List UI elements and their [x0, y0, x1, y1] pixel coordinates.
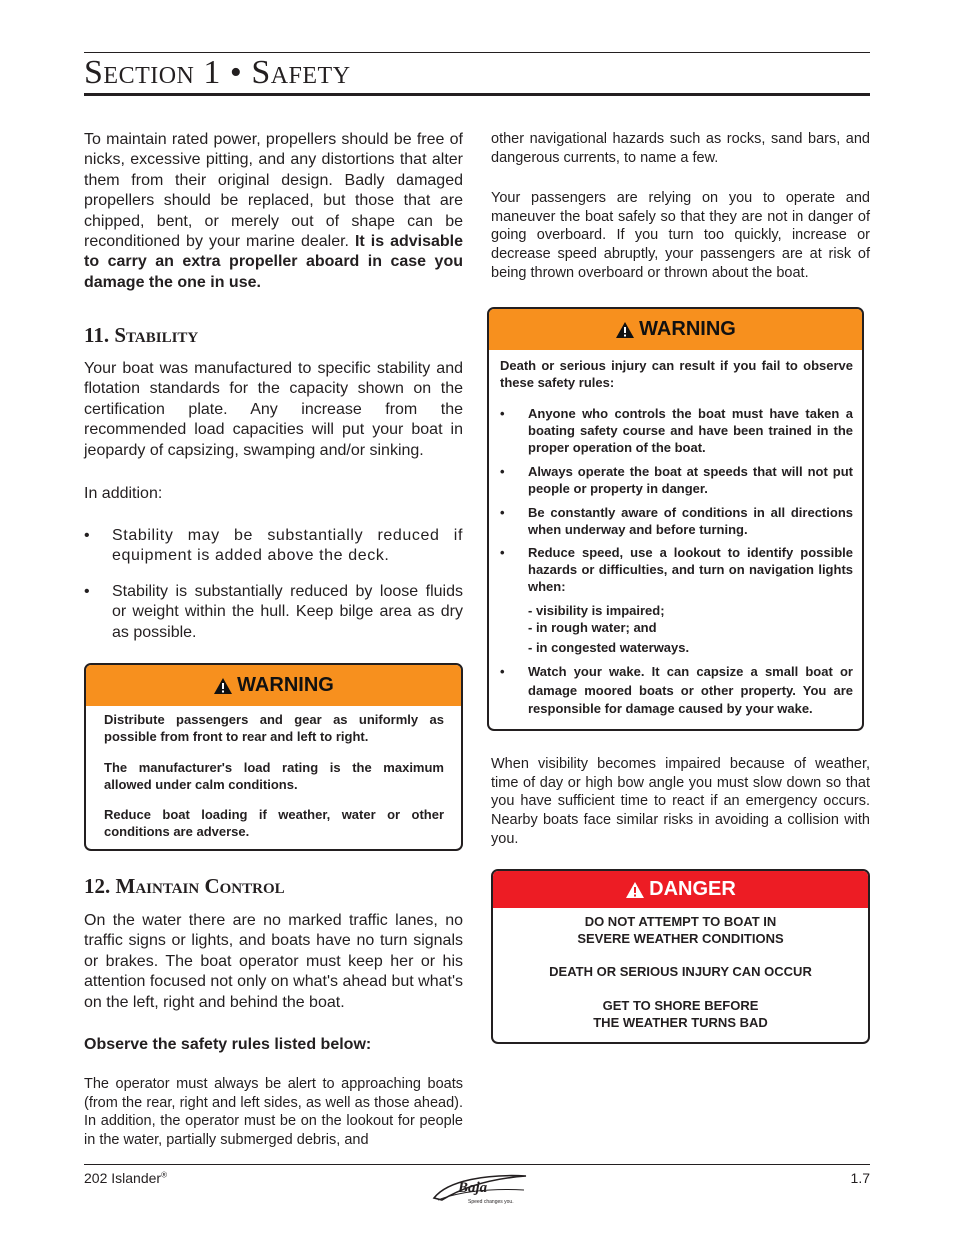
warning-label: WARNING	[237, 674, 334, 696]
logo-wordmark: Baja	[458, 1180, 488, 1196]
stability-bullet-1	[84, 526, 463, 568]
safety-rules-warning-box	[487, 307, 864, 731]
danger-line-3a: GET TO SHORE BEFORE	[602, 998, 759, 1013]
warning-label: WARNING	[639, 318, 736, 340]
observe-rules: Observe the safety rules listed below:	[84, 1036, 372, 1053]
rule-text: Watch your wake. It can capsize a small boat or damage moored boats or other property. You are responsible for damage caused by your wake.	[528, 664, 853, 716]
load-warning-box	[84, 663, 463, 851]
footer-rule	[84, 1164, 870, 1165]
propeller-advice: It is advisable to carry an extra propeller aboard in case you damage the one in use.	[84, 233, 464, 291]
footer-model	[84, 1170, 167, 1186]
bullet-dot: •	[500, 406, 505, 421]
baja-logo-icon	[428, 1170, 532, 1206]
section-number: Section 1	[84, 54, 221, 91]
danger-line-2: DEATH OR SERIOUS INJURY CAN OCCUR	[549, 964, 812, 979]
subitem-1: - visibility is impaired;	[528, 603, 665, 618]
stability-title: Stability	[114, 323, 199, 347]
bullet-text: Stability is substantially reduced by loose fluids or weight within the hull. Keep bilge area as dry as possible.	[112, 583, 463, 641]
warning-line-3: Reduce boat loading if weather, water or other conditions are adverse.	[104, 807, 444, 839]
control-number: 12.	[84, 874, 111, 898]
subitem-2: - in rough water; and	[528, 620, 657, 635]
bullet-dot: •	[500, 664, 505, 679]
danger-triangle-icon	[625, 881, 645, 899]
model-name: 202 Islander	[84, 1170, 162, 1186]
danger-line-1a: DO NOT ATTEMPT TO BOAT IN	[584, 914, 777, 929]
rule-item-5	[500, 663, 853, 723]
operator-paragraph: The operator must always be alert to approaching boats (from the rear, right and left sides, as well as those ahead). In addition, the operator must be on the lookout for people in the water, partially submerged debris, and	[84, 1076, 463, 1149]
passengers-paragraph: Your passengers are relying on you to operate and maneuver the boat safely so that they are not in danger of going overboard. If you turn too quickly, increase or decrease speed abruptly, your passengers are at risk of being thrown overboard or thrown about the boat.	[491, 190, 870, 281]
stability-paragraph: Your boat was manufactured to specific stability and flotation standards for the capacity shown on the certification plate. Any increase from the recommended load capacities will put your boat in jeopardy of capsizing, swamping and/or sinking.	[84, 360, 463, 459]
rule-text: Always operate the boat at speeds that will not put people or property in danger.	[528, 464, 853, 496]
stability-number: 11.	[84, 323, 110, 347]
propeller-paragraph	[84, 130, 463, 293]
warning-header	[86, 665, 461, 706]
warning-header	[489, 309, 862, 350]
bullet-dot: •	[500, 545, 505, 560]
propeller-text: To maintain rated power, propellers should be free of nicks, excessive pitting, and any distortions that alter them from their original design. Badly damaged propellers should be replaced, but those that are chipped, bent, or merely out of shape can be reconditioned by your marine dealer.	[84, 131, 463, 251]
registered-mark: ®	[161, 1170, 167, 1180]
subitem-3: - in congested waterways.	[528, 640, 690, 655]
danger-box	[491, 869, 870, 1044]
rule-item-3	[500, 504, 853, 538]
rule-text: Anyone who controls the boat must have taken a boating safety course and have been trained in the proper operation of the boat.	[528, 406, 853, 455]
rule-item-2	[500, 463, 853, 497]
hazards-continuation: other navigational hazards such as rocks, sand bars, and dangerous currents, to name a few.	[491, 131, 870, 166]
page-number: 1.7	[850, 1170, 870, 1186]
top-rule	[84, 52, 870, 53]
control-title: Maintain Control	[115, 874, 285, 898]
warning-triangle-icon	[213, 677, 233, 695]
danger-header	[493, 871, 868, 908]
danger-label: DANGER	[649, 878, 736, 900]
danger-line-3b: THE WEATHER TURNS BAD	[593, 1015, 768, 1030]
logo-tagline: Speed changes you.	[468, 1199, 514, 1205]
warning-triangle-icon	[615, 321, 635, 339]
visibility-paragraph: When visibility becomes impaired because of weather, time of day or high bow angle you must slow down so that you have sufficient time to react if an emergency occurs. Nearby boats face similar risks in avoiding a collision with you.	[491, 756, 870, 847]
control-heading	[84, 874, 285, 899]
rule-item-1	[500, 405, 853, 457]
stability-heading	[84, 323, 198, 348]
bullet-dot: •	[500, 464, 505, 479]
bullet-dot: •	[84, 527, 91, 544]
warning-line-2: The manufacturer's load rating is the maximum allowed under calm conditions.	[104, 760, 444, 792]
section-title: Safety	[251, 54, 351, 91]
warning-line-1: Distribute passengers and gear as uniformly as possible from front to rear and left to right.	[104, 712, 444, 744]
stability-bullet-2	[84, 582, 463, 644]
rule-text: Be constantly aware of conditions in all directions when underway and before turning.	[528, 505, 853, 537]
rule-item-4	[500, 544, 853, 596]
in-addition: In addition:	[84, 485, 163, 502]
title-bullet: •	[229, 54, 243, 91]
page-title	[84, 54, 870, 92]
bullet-dot: •	[500, 505, 505, 520]
title-underline	[84, 93, 870, 96]
bullet-dot: •	[84, 583, 90, 600]
warning-intro: Death or serious injury can result if you fail to observe these safety rules:	[500, 358, 853, 390]
bullet-text: Stability may be substantially reduced if equipment is added above the deck.	[112, 527, 463, 565]
control-paragraph: On the water there are no marked traffic lanes, no traffic signs or lights, and boats have no turn signals or brakes. The boat operator must keep her or his attention focused not only on what's ahead but what's on the left, right and behind the boat.	[84, 912, 463, 1011]
baja-logo	[428, 1170, 532, 1206]
danger-line-1b: SEVERE WEATHER CONDITIONS	[577, 931, 784, 946]
rule-text: Reduce speed, use a lookout to identify possible hazards or difficulties, and turn on navigation lights when:	[528, 545, 853, 594]
